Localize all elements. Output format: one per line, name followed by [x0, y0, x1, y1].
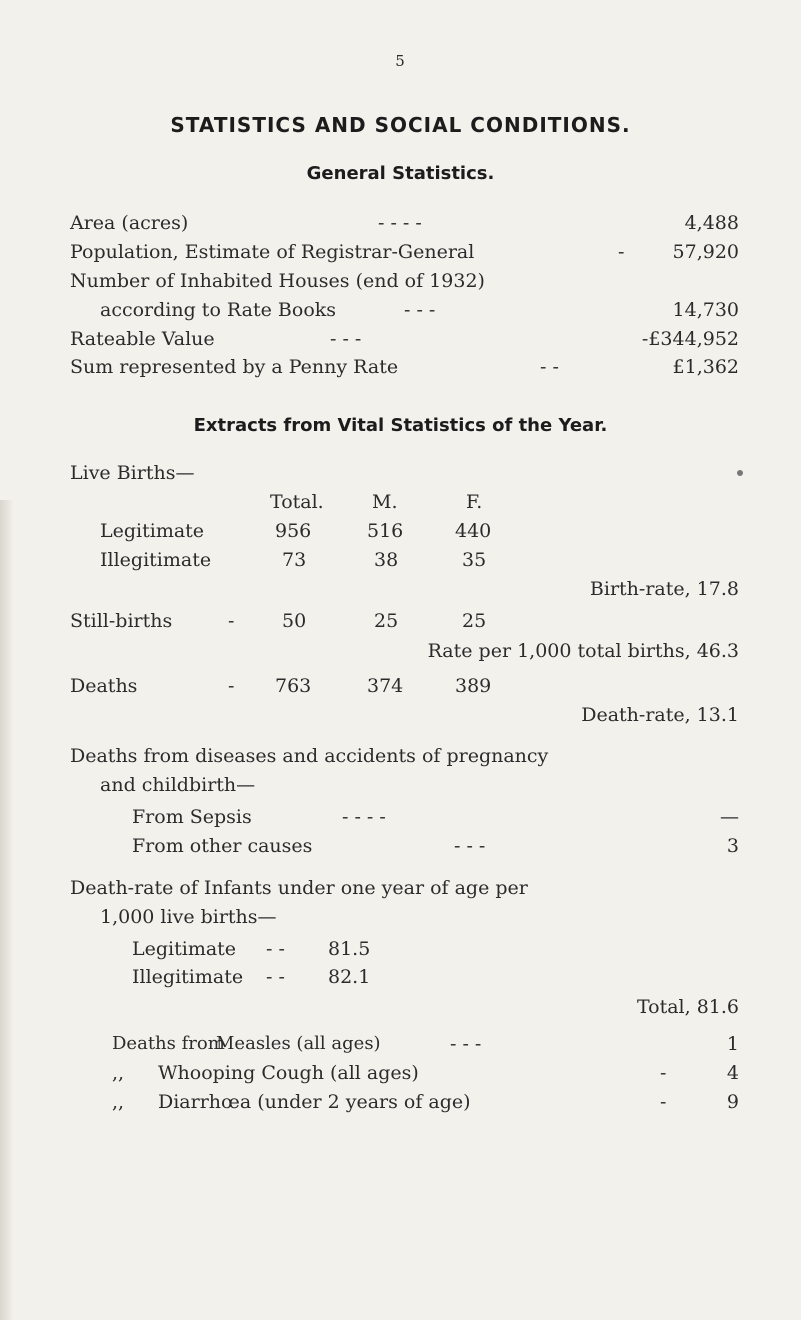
population-dashes: -	[618, 241, 625, 263]
sepsis-label: From Sepsis	[132, 806, 252, 828]
vital-statistics-heading: Extracts from Vital Statistics of the Year.	[193, 415, 608, 436]
sepsis-dashes: - - - -	[342, 806, 386, 828]
illegitimate-m: 38	[374, 549, 399, 571]
live-births-label: Live Births—	[70, 462, 195, 484]
whooping-cough-label: Whooping Cough (all ages)	[158, 1062, 419, 1084]
diarrhoea-label: Diarrhœa (under 2 years of age)	[158, 1091, 471, 1113]
col-f-header: F.	[466, 491, 483, 513]
diarrhoea-value: 9	[726, 1091, 739, 1113]
general-statistics-heading: General Statistics.	[306, 163, 495, 184]
still-births-total: 50	[282, 610, 307, 632]
rate-books-dashes: - - -	[404, 299, 436, 321]
diarrhoea-dashes: -	[660, 1091, 667, 1113]
legitimate-label: Legitimate	[100, 520, 205, 542]
area-value: 4,488	[684, 212, 739, 234]
infant-legitimate-dashes: - -	[266, 938, 285, 960]
houses-label: Number of Inhabited Houses (end of 1932)	[70, 270, 485, 292]
still-births-dash: -	[228, 610, 235, 632]
population-label: Population, Estimate of Registrar-General	[70, 241, 475, 263]
infants-line-2: 1,000 live births—	[100, 906, 277, 928]
measles-value: 1	[726, 1033, 739, 1055]
other-causes-value: 3	[726, 835, 739, 857]
rate-books-label: according to Rate Books	[100, 299, 337, 321]
measles-label: Measles (all ages)	[216, 1033, 381, 1054]
infants-line-1: Death-rate of Infants under one year of age per	[70, 877, 528, 899]
ditto-mark: ,,	[112, 1062, 125, 1084]
pregnancy-line-1: Deaths from diseases and accidents of pregnancy	[70, 745, 549, 767]
speck	[737, 470, 743, 476]
area-label: Area (acres)	[70, 212, 189, 234]
deaths-m: 374	[367, 675, 404, 697]
birth-rate: Birth-rate, 17.8	[589, 578, 739, 600]
penny-rate-dashes: - -	[540, 356, 559, 378]
deaths-f: 389	[455, 675, 492, 697]
rateable-value-value: -£344,952	[641, 328, 739, 350]
penny-rate-value: £1,362	[672, 356, 739, 378]
deaths-dash: -	[228, 675, 235, 697]
population-value: 57,920	[672, 241, 739, 263]
deaths-total: 763	[275, 675, 312, 697]
infant-legitimate-value: 81.5	[328, 938, 371, 960]
ditto-mark: ,,	[112, 1091, 125, 1113]
rateable-value-dashes: - - -	[330, 328, 362, 350]
whooping-cough-value: 4	[726, 1062, 739, 1084]
still-births-label: Still-births	[70, 610, 173, 632]
col-m-header: M.	[372, 491, 398, 513]
page-edge-shadow	[0, 500, 14, 1320]
page-title: STATISTICS AND SOCIAL CONDITIONS.	[170, 113, 631, 137]
penny-rate-label: Sum represented by a Penny Rate	[70, 356, 399, 378]
still-births-m: 25	[374, 610, 399, 632]
legitimate-f: 440	[455, 520, 492, 542]
infant-total: Total, 81.6	[636, 996, 739, 1018]
page-number: 5	[395, 52, 405, 70]
measles-dashes: - - -	[450, 1033, 482, 1055]
pregnancy-line-2: and childbirth—	[100, 774, 256, 796]
cause-prefix: Deaths from	[112, 1033, 225, 1054]
legitimate-m: 516	[367, 520, 404, 542]
col-total-header: Total.	[270, 491, 324, 513]
deaths-label: Deaths	[70, 675, 138, 697]
still-birth-rate: Rate per 1,000 total births, 46.3	[427, 640, 739, 662]
sepsis-value: —	[720, 806, 739, 828]
illegitimate-total: 73	[282, 549, 307, 571]
rateable-value-label: Rateable Value	[70, 328, 215, 350]
infant-illegitimate-label: Illegitimate	[132, 966, 244, 988]
infant-legitimate-label: Legitimate	[132, 938, 237, 960]
illegitimate-f: 35	[462, 549, 487, 571]
legitimate-total: 956	[275, 520, 312, 542]
still-births-f: 25	[462, 610, 487, 632]
area-dashes: - - - -	[378, 212, 422, 234]
death-rate: Death-rate, 13.1	[581, 704, 739, 726]
whooping-cough-dashes: -	[660, 1062, 667, 1084]
illegitimate-label: Illegitimate	[100, 549, 212, 571]
other-causes-dashes: - - -	[454, 835, 486, 857]
infant-illegitimate-dashes: - -	[266, 966, 285, 988]
infant-illegitimate-value: 82.1	[328, 966, 371, 988]
rate-books-value: 14,730	[672, 299, 739, 321]
other-causes-label: From other causes	[132, 835, 313, 857]
